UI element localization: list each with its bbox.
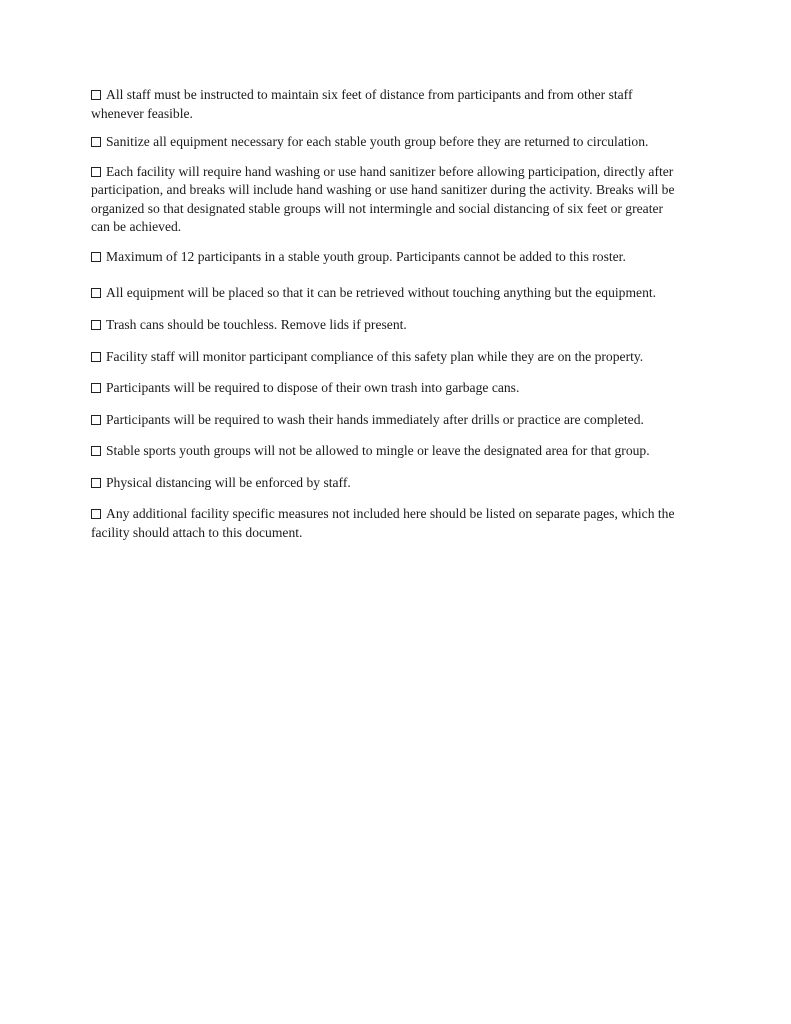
checkbox-icon[interactable]: [91, 383, 101, 393]
checklist-item: [91, 442, 681, 461]
checklist-item-text: Trash cans should be touchless. Remove lids if present.: [106, 317, 407, 332]
checklist-item: [91, 248, 681, 267]
checklist-item: [91, 282, 681, 304]
checklist-item: [91, 133, 681, 152]
checklist-item: [91, 474, 681, 493]
checklist-item-text: Stable sports youth groups will not be allowed to mingle or leave the designated area for that group.: [106, 443, 650, 458]
checklist-item-text: Maximum of 12 participants in a stable youth group. Participants cannot be added to this roster.: [106, 248, 626, 264]
checklist-item-text: Participants will be required to dispose of their own trash into garbage cans.: [106, 380, 520, 395]
checkbox-icon[interactable]: [91, 167, 101, 177]
checklist-item-text: All equipment will be placed so that it can be retrieved without touching anything but the equipment.: [106, 285, 657, 300]
checkbox-icon[interactable]: [91, 478, 101, 488]
safety-checklist: [91, 86, 681, 542]
checklist-item-text: Participants will be required to wash their hands immediately after drills or practice are completed.: [106, 411, 644, 427]
checklist-item-text: Physical distancing will be enforced by staff.: [106, 474, 351, 490]
checklist-item: [91, 316, 681, 335]
checkbox-icon[interactable]: [91, 288, 101, 298]
checkbox-icon[interactable]: [91, 415, 101, 425]
checkbox-icon[interactable]: [91, 320, 101, 330]
checklist-item: [91, 379, 681, 398]
checklist-item-text: Any additional facility specific measures not included here should be listed on separate pages, which the facility should attach to this document.: [91, 506, 675, 540]
checklist-item: [91, 411, 681, 430]
checklist-item: [91, 505, 681, 542]
checkbox-icon[interactable]: [91, 90, 101, 100]
checkbox-icon[interactable]: [91, 509, 101, 519]
checklist-item: [91, 348, 681, 367]
checkbox-icon[interactable]: [91, 252, 101, 262]
checklist-item: [91, 163, 681, 237]
checkbox-icon[interactable]: [91, 137, 101, 147]
checkbox-icon[interactable]: [91, 446, 101, 456]
checklist-item-text: All staff must be instructed to maintain six feet of distance from participants and from other staff whenever feasible.: [91, 87, 633, 121]
checklist-item: [91, 86, 681, 123]
checkbox-icon[interactable]: [91, 352, 101, 362]
checklist-item-text: Each facility will require hand washing or use hand sanitizer before allowing participation, directly after participation, and breaks will include hand washing or use hand sanitizer during the activity. Breaks will be organized so that designated stable groups will not intermingle and social distancing of six feet or greater can be achieved.: [91, 163, 675, 234]
checklist-item-text: Sanitize all equipment necessary for each stable youth group before they are returned to circulation.: [106, 134, 649, 149]
checklist-item-text: Facility staff will monitor participant compliance of this safety plan while they are on the property.: [106, 348, 644, 364]
